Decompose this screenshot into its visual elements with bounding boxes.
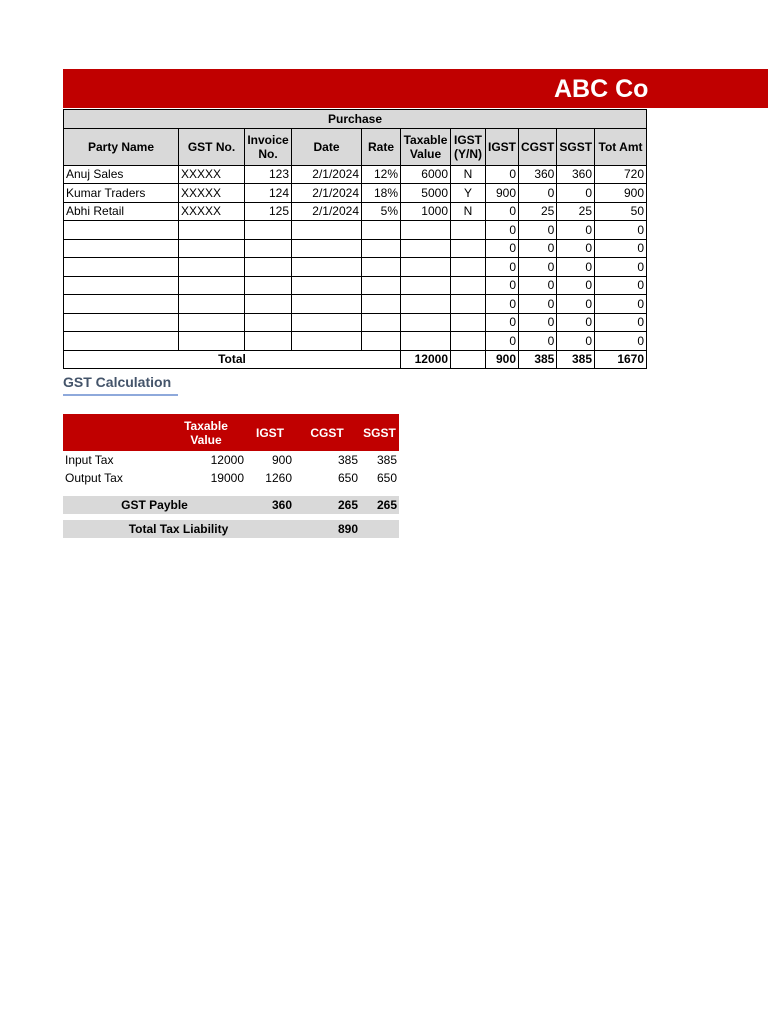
cell-date — [292, 221, 362, 240]
gst-header-cgst: CGST — [294, 414, 360, 451]
cell-taxable-value — [401, 221, 451, 240]
cell-gst-no: XXXXX — [179, 184, 245, 203]
gst-calc-header-row — [63, 414, 399, 451]
total-tax-liability-label: Total Tax Liability — [63, 520, 294, 538]
gst-header-type — [63, 414, 166, 451]
cell-invoice-no: 123 — [245, 165, 292, 184]
total-tax-liability-row — [63, 520, 399, 538]
cell-party-name — [64, 221, 179, 240]
cell-rate — [362, 313, 401, 332]
cell-tot-amt: 720 — [595, 165, 647, 184]
cell-tot-amt: 0 — [595, 313, 647, 332]
gst-cell-igst: 900 — [271, 453, 292, 467]
header-tot-amt: Tot Amt — [595, 128, 647, 165]
total-label: Total — [64, 350, 401, 369]
cell-party-name: Kumar Traders — [64, 184, 179, 203]
gst-payable-row — [63, 496, 399, 514]
cell-gst-no — [179, 313, 245, 332]
cell-date: 2/1/2024 — [292, 184, 362, 203]
header-igst-flag: IGST (Y/N) — [451, 128, 486, 165]
cell-rate: 18% — [362, 184, 401, 203]
cell-gst-no — [179, 276, 245, 295]
cell-igst-flag: N — [451, 165, 486, 184]
cell-date — [292, 239, 362, 258]
gst-payable-igst: 360 — [246, 496, 294, 514]
cell-sgst: 0 — [557, 295, 595, 314]
gst-header-sgst: SGST — [360, 414, 399, 451]
header-sgst: SGST — [557, 128, 595, 165]
cell-cgst: 0 — [519, 332, 557, 351]
gst-row — [63, 469, 399, 487]
cell-igst: 0 — [486, 276, 519, 295]
purchase-table — [63, 109, 647, 369]
cell-gst-no — [179, 295, 245, 314]
cell-igst-flag — [451, 313, 486, 332]
cell-igst: 0 — [486, 258, 519, 277]
cell-date — [292, 258, 362, 277]
cell-party-name — [64, 313, 179, 332]
cell-gst-no: XXXXX — [179, 202, 245, 221]
total-tax-liability-value: 890 — [294, 520, 360, 538]
cell-sgst: 0 — [557, 258, 595, 277]
table-row — [64, 165, 647, 184]
cell-sgst: 0 — [557, 276, 595, 295]
cell-cgst: 25 — [519, 202, 557, 221]
cell-igst-flag — [451, 295, 486, 314]
purchase-total-row — [64, 350, 647, 369]
cell-igst: 0 — [486, 295, 519, 314]
cell-gst-no: XXXXX — [179, 165, 245, 184]
cell-cgst: 360 — [519, 165, 557, 184]
gst-payable-label: GST Payble — [63, 496, 246, 514]
cell-igst: 0 — [486, 221, 519, 240]
gst-header-taxable-value: Taxable Value — [166, 414, 246, 451]
gst-cell-cgst: 650 — [337, 471, 358, 485]
header-party-name: Party Name — [64, 128, 179, 165]
cell-invoice-no — [245, 239, 292, 258]
title-banner — [63, 69, 768, 108]
cell-igst: 0 — [486, 332, 519, 351]
cell-cgst: 0 — [519, 239, 557, 258]
total-taxable-value: 12000 — [401, 350, 451, 369]
gst-header-igst: IGST — [246, 414, 294, 451]
gst-cell-taxable-value: 19000 — [210, 471, 244, 485]
gst-cell-taxable-value: 12000 — [210, 453, 244, 467]
cell-date — [292, 313, 362, 332]
cell-gst-no — [179, 258, 245, 277]
cell-taxable-value — [401, 313, 451, 332]
cell-tot-amt: 50 — [595, 202, 647, 221]
cell-invoice-no — [245, 295, 292, 314]
cell-igst: 0 — [486, 202, 519, 221]
cell-gst-no — [179, 239, 245, 258]
cell-tot-amt: 0 — [595, 276, 647, 295]
gst-cell-sgst: 650 — [376, 471, 397, 485]
cell-cgst: 0 — [519, 258, 557, 277]
cell-rate — [362, 258, 401, 277]
cell-taxable-value — [401, 276, 451, 295]
cell-invoice-no — [245, 276, 292, 295]
cell-igst-flag: Y — [451, 184, 486, 203]
cell-invoice-no — [245, 258, 292, 277]
table-row — [64, 332, 647, 351]
gst-cell-sgst: 385 — [376, 453, 397, 467]
cell-taxable-value — [401, 332, 451, 351]
cell-igst: 900 — [486, 184, 519, 203]
cell-party-name — [64, 332, 179, 351]
cell-cgst: 0 — [519, 221, 557, 240]
cell-taxable-value — [401, 258, 451, 277]
cell-sgst: 0 — [557, 184, 595, 203]
purchase-header-row — [64, 128, 647, 165]
total-tot-amt: 1670 — [595, 350, 647, 369]
gst-cell-cgst: 385 — [337, 453, 358, 467]
cell-sgst: 0 — [557, 332, 595, 351]
total-igst-flag — [451, 350, 486, 369]
cell-igst-flag — [451, 221, 486, 240]
cell-party-name: Abhi Retail — [64, 202, 179, 221]
cell-rate — [362, 221, 401, 240]
cell-sgst: 0 — [557, 313, 595, 332]
cell-taxable-value: 1000 — [401, 202, 451, 221]
gst-calc-body — [63, 451, 399, 487]
cell-tot-amt: 0 — [595, 258, 647, 277]
cell-date — [292, 276, 362, 295]
cell-igst-flag — [451, 258, 486, 277]
cell-tot-amt: 900 — [595, 184, 647, 203]
cell-rate — [362, 332, 401, 351]
cell-rate — [362, 239, 401, 258]
cell-invoice-no — [245, 332, 292, 351]
table-row — [64, 295, 647, 314]
cell-igst: 0 — [486, 239, 519, 258]
cell-invoice-no: 124 — [245, 184, 292, 203]
cell-invoice-no: 125 — [245, 202, 292, 221]
gst-calculation-title: GST Calculation — [63, 374, 172, 390]
gst-calculation-table — [63, 414, 399, 538]
cell-party-name — [64, 295, 179, 314]
gst-cell-igst: 1260 — [265, 471, 292, 485]
gst-row — [63, 451, 399, 469]
total-igst: 900 — [486, 350, 519, 369]
cell-igst-flag: N — [451, 202, 486, 221]
gst-payable-sgst: 265 — [360, 496, 399, 514]
cell-cgst: 0 — [519, 184, 557, 203]
cell-taxable-value — [401, 239, 451, 258]
cell-tot-amt: 0 — [595, 295, 647, 314]
total-cgst: 385 — [519, 350, 557, 369]
cell-igst-flag — [451, 239, 486, 258]
cell-cgst: 0 — [519, 313, 557, 332]
header-gst-no: GST No. — [179, 128, 245, 165]
header-rate: Rate — [362, 128, 401, 165]
table-row — [64, 276, 647, 295]
gst-payable-cgst: 265 — [294, 496, 360, 514]
cell-cgst: 0 — [519, 295, 557, 314]
cell-taxable-value — [401, 295, 451, 314]
cell-rate: 5% — [362, 202, 401, 221]
table-row — [64, 313, 647, 332]
cell-sgst: 0 — [557, 221, 595, 240]
gst-cell-type: Output Tax — [65, 471, 123, 485]
cell-invoice-no — [245, 313, 292, 332]
title-underline — [63, 394, 178, 396]
cell-party-name — [64, 258, 179, 277]
cell-gst-no — [179, 332, 245, 351]
table-row — [64, 221, 647, 240]
cell-igst-flag — [451, 276, 486, 295]
purchase-body — [64, 165, 647, 350]
spacer-row — [63, 487, 399, 496]
cell-invoice-no — [245, 221, 292, 240]
cell-rate — [362, 276, 401, 295]
cell-igst: 0 — [486, 313, 519, 332]
header-date: Date — [292, 128, 362, 165]
cell-cgst: 0 — [519, 276, 557, 295]
table-row — [64, 202, 647, 221]
empty-cell — [360, 520, 399, 538]
company-title: ABC Co — [554, 75, 649, 103]
header-igst: IGST — [486, 128, 519, 165]
header-invoice-no: Invoice No. — [245, 128, 292, 165]
cell-date: 2/1/2024 — [292, 202, 362, 221]
cell-tot-amt: 0 — [595, 221, 647, 240]
cell-sgst: 25 — [557, 202, 595, 221]
cell-sgst: 0 — [557, 239, 595, 258]
cell-party-name — [64, 239, 179, 258]
cell-tot-amt: 0 — [595, 332, 647, 351]
cell-igst-flag — [451, 332, 486, 351]
cell-date — [292, 295, 362, 314]
cell-igst: 0 — [486, 165, 519, 184]
header-taxable-value: Taxable Value — [401, 128, 451, 165]
cell-tot-amt: 0 — [595, 239, 647, 258]
cell-taxable-value: 5000 — [401, 184, 451, 203]
cell-party-name — [64, 276, 179, 295]
cell-gst-no — [179, 221, 245, 240]
cell-rate — [362, 295, 401, 314]
gst-cell-type: Input Tax — [65, 453, 114, 467]
cell-date — [292, 332, 362, 351]
purchase-section-label: Purchase — [64, 110, 647, 129]
table-row — [64, 239, 647, 258]
total-sgst: 385 — [557, 350, 595, 369]
cell-taxable-value: 6000 — [401, 165, 451, 184]
cell-rate: 12% — [362, 165, 401, 184]
table-row — [64, 258, 647, 277]
cell-date: 2/1/2024 — [292, 165, 362, 184]
cell-sgst: 360 — [557, 165, 595, 184]
header-cgst: CGST — [519, 128, 557, 165]
table-row — [64, 184, 647, 203]
cell-party-name: Anuj Sales — [64, 165, 179, 184]
